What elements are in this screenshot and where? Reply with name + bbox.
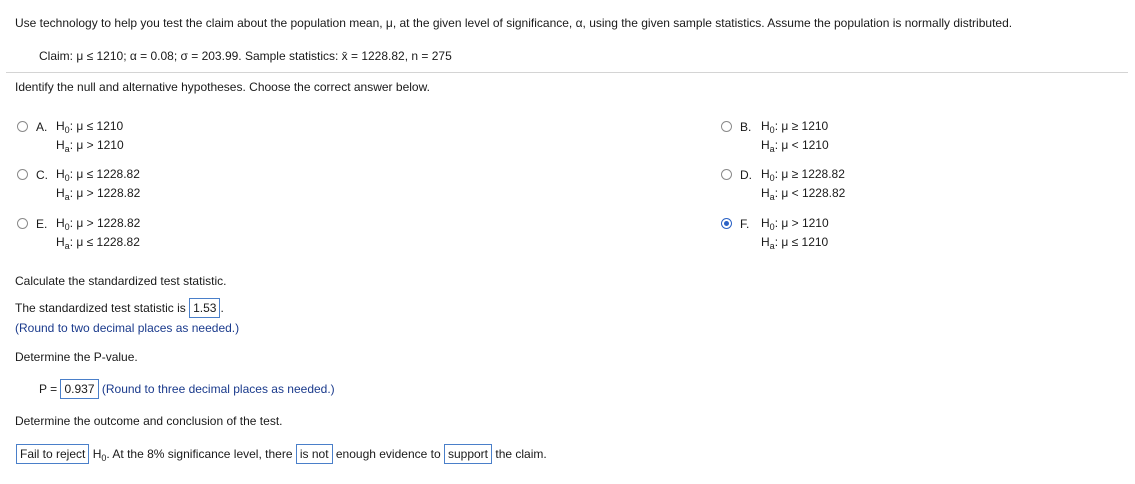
option-e-h0: $H_0$: μ > 1228.82 [56, 216, 141, 232]
test-statistic-line: The standardized test statistic is 1.53 . [15, 298, 224, 318]
p-value-hint: (Round to three decimal places as needed.) [101, 382, 335, 396]
option-e-letter: E. [36, 217, 48, 231]
question-p-value: Determine the P-value. [15, 350, 138, 364]
instructions-text: Use technology to help you test the claim about the population mean, μ, at the given level of significance, α, using the given sample statistics. Assume the population is normally distributed. [15, 16, 1013, 30]
option-c-h0: $H_0$: μ ≤ 1228.82 [56, 167, 140, 183]
option-d-ha: $H_a$: μ < 1228.82 [761, 186, 846, 202]
divider [6, 72, 1128, 73]
option-d-radio[interactable] [721, 169, 732, 180]
option-c-ha: $H_a$: μ > 1228.82 [56, 186, 141, 202]
question-hypotheses: Identify the null and alternative hypotheses. Choose the correct answer below. [15, 80, 430, 94]
question-outcome: Determine the outcome and conclusion of the test. [15, 414, 283, 428]
p-value-answer[interactable]: 0.937 [60, 379, 98, 399]
option-a-radio[interactable] [17, 121, 28, 132]
option-d-h0: $H_0$: μ ≥ 1228.82 [761, 167, 845, 183]
decision-dropdown[interactable]: Fail to reject [16, 444, 89, 464]
option-e-radio[interactable] [17, 218, 28, 229]
option-c-radio[interactable] [17, 169, 28, 180]
support-dropdown[interactable]: support [444, 444, 492, 464]
claim-line: Claim: μ ≤ 1210; α = 0.08; σ = 203.99. Sample statistics: x̄ = 1228.82, n = 275 [39, 49, 452, 63]
option-e-ha: $H_a$: μ ≤ 1228.82 [56, 235, 140, 251]
option-f-ha: $H_a$: μ ≤ 1210 [761, 235, 829, 251]
question-test-statistic: Calculate the standardized test statistic. [15, 274, 227, 288]
test-statistic-hint: (Round to two decimal places as needed.) [15, 321, 240, 335]
evidence-dropdown[interactable]: is not [296, 444, 333, 464]
option-b-radio[interactable] [721, 121, 732, 132]
option-b-h0: $H_0$: μ ≥ 1210 [761, 119, 829, 135]
option-a-h0: $H_0$: μ ≤ 1210 [56, 119, 124, 135]
option-a-letter: A. [36, 120, 48, 134]
outcome-line: Fail to reject $H_0$. At the 8% significance level, there is not enough evidence to support the claim. [16, 444, 547, 464]
option-a-ha: $H_a$: μ > 1210 [56, 138, 124, 154]
test-statistic-answer[interactable]: 1.53 [189, 298, 220, 318]
option-f-h0: $H_0$: μ > 1210 [761, 216, 829, 232]
option-f-letter: F. [740, 217, 750, 231]
option-b-letter: B. [740, 120, 752, 134]
option-f-radio-selected[interactable] [721, 218, 732, 229]
option-d-letter: D. [740, 168, 752, 182]
option-c-letter: C. [36, 168, 48, 182]
option-b-ha: $H_a$: μ < 1210 [761, 138, 829, 154]
p-value-line: P = 0.937 (Round to three decimal places as needed.) [39, 379, 335, 399]
